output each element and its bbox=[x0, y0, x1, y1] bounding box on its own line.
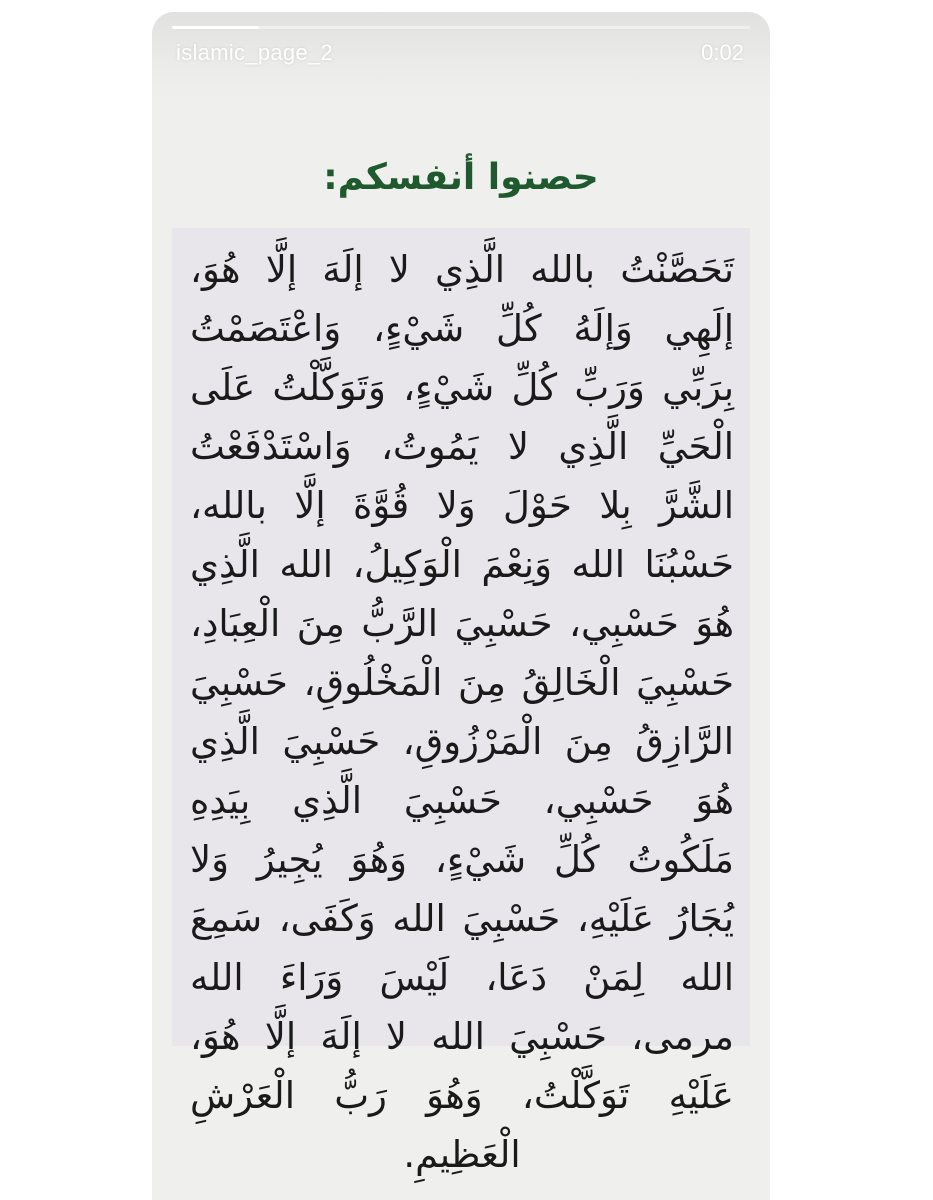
page-title: حصنوا أنفسكم: bbox=[323, 157, 599, 198]
account-name[interactable]: islamic_page_2 bbox=[176, 40, 334, 65]
elapsed-time: 0:02 bbox=[701, 40, 744, 65]
prayer-text: تَحَصَّنْتُ بالله الَّذِي لا إلَهَ إلَّا هُوَ، إلَهِي وَإلَهُ كُلِّ شَيْءٍ، وَاعْتَصَمْتُ بِرَبِّي وَرَبِّ كُلِّ شَيْءٍ، وَتَوَكَّلْتُ عَلَى الْحَيِّ الَّذِي لا يَمُوتُ، وَاسْتَدْفَعْتُ الشَّرَّ بِلا حَوْلَ وَلا قُوَّةَ إلَّا بالله، حَسْبُنَا الله وَنِعْمَ الْوَكِيلُ، الله الَّذِي هُوَ حَسْبِي، حَسْبِيَ الرَّبُّ مِنَ الْعِبَادِ، حَسْبِيَ الْخَالِقُ مِنَ الْمَخْلُوقِ، حَسْبِيَ الرَّازِقُ مِنَ الْمَرْزُوقِ، حَسْبِيَ الَّذِي هُوَ حَسْبِي، حَسْبِيَ الَّذِي بِيَدِهِ مَلَكُوتُ كُلِّ شَيْءٍ، وَهُوَ يُجِيرُ وَلا يُجَارُ عَلَيْهِ، حَسْبِيَ الله وَكَفَى، سَمِعَ الله لِمَنْ دَعَا، لَيْسَ وَرَاءَ الله مرمى، حَسْبِيَ الله لا إلَهَ إلَّا هُوَ، عَلَيْهِ تَوَكَّلْتُ، وَهُوَ رَبُّ الْعَرْشِ الْعَظِيمِ. bbox=[190, 248, 734, 1176]
story-progress-bar bbox=[172, 26, 750, 29]
text-panel bbox=[172, 228, 750, 1176]
story-progress-fill bbox=[172, 26, 259, 29]
story-top-bar bbox=[152, 12, 770, 100]
story-card[interactable] bbox=[152, 12, 770, 1200]
